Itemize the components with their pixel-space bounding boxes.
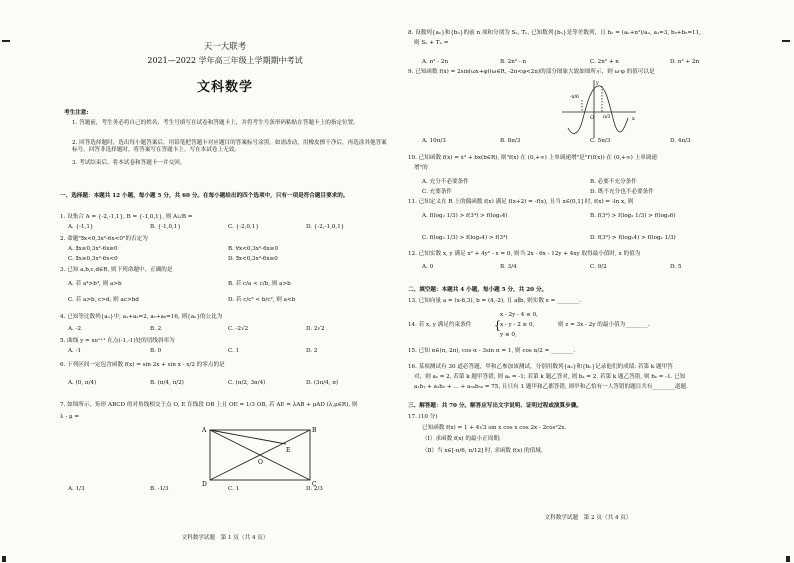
q9-option-a: A. 10π/3 (422, 138, 446, 144)
q15-text: 15. 已知 α∈(π, 2π), cos α - 3sin α = 1, 则 cos α/2 = ________. (408, 348, 576, 354)
q3-option-a: A. 若 a⁴>b⁴, 则 a>b (68, 281, 122, 287)
page-2-footer: 文科数学试题 第 2 页（共 4 页） (544, 515, 632, 521)
q16-line-1: 16. 某项测试有 30 道必答题，甲和乙参加该测试，分别用数列{aₙ}和{bₙ}记录他们的成绩. 若第 k 题甲答 (408, 364, 673, 370)
q9-option-b: B. 8π/3 (500, 138, 521, 144)
notice-item-1: 1. 答题前，考生务必将自己的姓名、考生号填写在试卷和答题卡上，并将考生号条形码粘贴在答题卡上的指定位置。 (72, 120, 359, 126)
q10-option-b: B. 必要不充分条件 (590, 179, 637, 185)
q4-option-d: D. 2√2 (306, 326, 325, 332)
figure-label-b: B (312, 427, 317, 434)
figure-label-o: O (258, 459, 263, 466)
graph-tick-right: π/3 (603, 115, 611, 120)
q14-label: 14. 若 x, y 满足约束条件 (408, 322, 472, 328)
graph-label-origin: O (590, 115, 595, 121)
q6-option-c: C. (π/2, 3π/4) (228, 380, 266, 386)
notice-title: 考生注意: (64, 110, 89, 116)
q8-option-b: B. 2n² - n (500, 59, 527, 65)
q10-option-a: A. 充分不必要条件 (422, 179, 469, 185)
q2-option-c: C. ∃x≥0,3x²-6x<0 (68, 256, 118, 262)
q10-stem: 10. 已知函数 f(x) = x³ + bx(b∈R), 则"f(x) 在 (0,+∞) 上单调递增"是"f′(f(x)) 在 (0,+∞) 上单调递 (408, 155, 657, 161)
q5-option-c: C. 1 (228, 348, 240, 354)
q1-option-a: A. {-1,1} (68, 224, 94, 230)
q7-option-a: A. 1/3 (68, 486, 85, 492)
q2-option-a: A. ∃x≥0,3x²-6x≥0 (68, 246, 118, 252)
q7-stem: 7. 如图所示，矩形 ABCD 的对角线相交于点 O, E 在线段 OB 上且 OE = 1/3 OB, 若 AE = λAB + μAD (λ,μ∈R), 则 (60, 402, 358, 408)
q7-stem-2: λ - μ = (60, 414, 80, 420)
q6-option-d: D. (3π/4, π) (306, 380, 339, 386)
q1-option-b: B. {-1,0,1} (150, 224, 181, 230)
q12-option-c: C. 9/2 (590, 264, 607, 270)
page-1-footer: 文科数学试题 第 1 页（共 4 页） (181, 535, 269, 541)
q4-option-b: B. 2 (150, 326, 162, 332)
q10-stem-2: 增"的 (414, 165, 428, 171)
q8-option-a: A. n² - 2n (422, 59, 449, 65)
q14-constraint-2: x - y - 2 ≥ 0, (500, 322, 535, 328)
registration-mark-top-right (782, 40, 790, 42)
q6-option-a: A. (0, π/4) (68, 380, 97, 386)
q17-part-1: （Ⅰ）求函数 f(x) 的最小正周期; (422, 436, 501, 442)
registration-mark-bottom-right (786, 556, 790, 562)
q9-option-d: D. 4π/3 (670, 138, 691, 144)
q14-constraint-3: y ≤ 0, (500, 332, 517, 338)
rectangle-figure (200, 424, 320, 488)
q12-option-d: D. 5 (670, 264, 682, 270)
q6-stem: 6. 下列区间一定包含函数 f(x) = sin 2x + sin x - x/2 的零点的是 (60, 362, 225, 368)
notice-item-3: 3. 考试结束后，将本试卷和答题卡一并交回。 (72, 160, 186, 166)
q1-option-d: D. {-2,-1,0,1} (306, 224, 345, 230)
q8-stem-2: 则 Sₙ + Tₙ = (414, 40, 449, 46)
q4-option-a: A. -2 (68, 326, 82, 332)
q5-option-d: D. 2 (306, 348, 318, 354)
q12-stem: 12. 已知实数 x, y 满足 x² + 4y² - x = 0, 则当 2x - 6x - 12y + 4xy 取得最小值时, x 的值为 (408, 251, 641, 257)
q11-option-c: C. f(log₂ 1/3) > f(log₂4) > f(3⁴) (422, 235, 508, 241)
q5-option-b: B. 0 (150, 348, 162, 354)
q10-option-d: D. 既不充分也不必要条件 (590, 189, 654, 195)
q3-option-b: B. 若 c/a < c/b, 则 a>b (228, 281, 291, 287)
section-3-heading: 三、解答题：共 70 分。解答应写出文字说明、证明过程或演算步骤。 (408, 403, 582, 409)
q14-tail: 则 z = 3x - 2y 的最小值为________. (558, 322, 650, 328)
figure-label-a: A (202, 427, 207, 434)
q12-option-a: A. 0 (422, 264, 434, 270)
q7-option-d: D. 2/3 (306, 486, 323, 492)
q11-option-d: D. f(3⁴) > f(log₂4) > f(log₂ 1/3) (590, 235, 676, 241)
graph-label-x: x (632, 116, 635, 122)
q8-option-c: C. 2n² + n (590, 59, 619, 65)
q11-stem: 11. 已知定义在 R 上的偶函数 f(x) 满足 f(x+2) = -f(x), 且当 x∈(0,1] 时, f(x) = -ln x, 则 (408, 199, 634, 205)
q4-option-c: C. -2√2 (228, 326, 249, 332)
section-2-heading: 二、填空题：本题共 4 小题，每小题 5 分，共 20 分。 (408, 287, 548, 293)
q3-option-c: C. 若 a>b, c>d, 则 ac>bd (68, 297, 139, 303)
q5-stem: 5. 曲线 y = xeˣ⁺¹ 在点(-1,-1)处的切线斜率为 (60, 338, 175, 344)
q17-line-1: 17. (10 分) (408, 414, 438, 420)
q4-stem: 4. 已知等比数列{aₙ}中, a₁+a₂=2, a₅+a₆=16, 则{aₙ}的公比为 (60, 314, 223, 320)
q8-stem: 8. 设数列{aₙ}和{bₙ}的前 n 项和分别为 Sₙ, Tₙ, 已知数列{bₙ}是等差数列，且 bₙ = (aₙ+n²)/aₙ, a₁=3, b₃+b₆=11, (408, 30, 701, 36)
q1-option-c: C. {-2,0,1} (228, 224, 259, 230)
exam-alliance-title: 天一大联考 (203, 42, 247, 52)
figure-label-c: C (312, 481, 317, 488)
section-1-heading: 一、选择题：本题共 12 小题，每小题 5 分，共 60 分。在每小题给出的四个选项中，只有一项是符合题目要求的。 (60, 193, 349, 199)
q7-option-c: C. 1 (228, 486, 240, 492)
q16-line-2: 对，则 aₖ = 2, 若第 k 题甲答错, 则 aₖ = -1; 若第 k 题乙答对, 则 bₖ = 2, 若第 k 题乙答错, 则 bₖ = -1. 已知 (414, 374, 686, 380)
registration-mark-bottom-left (2, 556, 6, 562)
q12-option-b: B. 3/4 (500, 264, 517, 270)
q3-option-d: D. 若 c/c² < b/c², 则 a<b (228, 297, 296, 303)
q3-stem: 3. 已知 a,b,c,d∈R, 则下列命题中，正确的是 (60, 267, 173, 273)
q9-stem: 9. 已知函数 f(x) = 2sin(ωx+φ)(ω∈R, -2π<φ<2π)的部分图象大致如图所示，则 ω·φ 的值可以是 (408, 69, 655, 75)
q1-stem: 1. 设集合 A = {-2,-1,1}, B = {-1,0,1}, 则 A∪B = (60, 214, 193, 220)
subject-title: 文科数学 (196, 80, 253, 95)
q2-option-b: B. ∀x<0,3x²-6x≥0 (228, 246, 279, 252)
notice-item-2: 2. 回答选择题时，选出每小题答案后，用铅笔把答题卡对应题目的答案标号涂黑。如需改动，用橡皮擦干净后，再选涂其他答案标号。回答非选择题时，将答案写在答题卡上。写在本试卷上无效。 (72, 140, 387, 153)
q2-option-d: D. ∃x<0,3x²-6x≥0 (228, 256, 278, 262)
exam-year-title: 2021—2022 学年高三年级上学期期中考试 (147, 56, 303, 65)
q7-option-b: B. -1/3 (150, 486, 169, 492)
registration-mark-top-left (2, 40, 10, 42)
graph-label-y: y (596, 80, 599, 86)
q9-option-c: C. 5π/3 (590, 138, 611, 144)
q2-stem: 2. 命题"∃x<0,3x²-6x<0"的否定为 (60, 236, 148, 242)
q14-constraint-1: x - 2y - 4 ≤ 0, (500, 312, 538, 318)
q11-option-b: B. f(3⁴) > f(log₂ 1/3) > f(log₂6) (590, 213, 676, 219)
figure-label-d: D (202, 481, 207, 488)
q17-part-2: （Ⅱ）当 x∈[-π/6, π/12] 时, 求函数 f(x) 的值域. (422, 448, 543, 454)
q10-option-c: C. 充要条件 (422, 189, 453, 195)
page-1 (60, 0, 390, 563)
q11-option-a: A. f(log₂ 1/3) > f(3⁴) > f(log₂4) (422, 213, 508, 219)
q6-option-b: B. (π/4, π/2) (150, 380, 184, 386)
q5-option-a: A. -1 (68, 348, 82, 354)
q13-text: 13. 已知向量 a = (x-6,3), b = (4,-2), 且 a∥b, 则实数 x = ________. (408, 298, 582, 304)
sine-graph-figure (558, 78, 638, 140)
graph-tick-left: -π/6 (570, 95, 579, 100)
page-2: 8. 设数列{aₙ}和{bₙ}的前 n 项和分别为 Sₙ, Tₙ, 已知数列{bₙ}是等差数列，且 bₙ = (aₙ+n²)/aₙ, a₁=3, b₃+b₆=11, 则 Sₙ + Tₙ = A. n² - 2n B. 2n² - n C. 2n² + n D. n² + 2n 9. 已知函数 f(x) = 2sin(ωx+φ)(ω∈R, -2π<φ<2π)的部分图象大致如图所示，则 ω·φ 的值可以是 y x O -π/6 π/3 A. 10π/3 B. 8π/3 C. 5π/3 D. 4π/3 10. 已知函数 f(x) = x³ + bx(b∈R), 则"f(x) 在 (0,+∞) 上单调递增"是"f′(f(x)) 在 (0,+∞) 上单调递 增"的 A. 充分不必要条件 B. 必要不充分条件 C. 充要条件 D. 既不充分也不必要条件 11. 已知定义在 R 上的偶函数 f(x) 满足 f(x+2) = -f(x), 且当 x∈(0,1] 时, f(x) = -ln x, 则 A. f(log₂ 1/3) > f(3⁴) > f(log₂4) B. f(3⁴) > f(log₂ 1/3) > f(log₂6) C. f(log₂ 1/3) > f(log₂4) > f(3⁴) D. f(3⁴) > f(log₂4) > f(log₂ 1/3) 12. 已知实数 x, y 满足 x² + 4y² - x = 0, 则当 2x - 6x - 12y + 4xy 取得最小值时, x 的值为 A. 0 B. 3/4 C. 9/2 D. 5 二、填空题：本题共 4 小题，每小题 5 分，共 20 分。 13. 已知向量 a = (x-6,3), b = (4,-2), 且 a∥b, 则实数 x = ________. 14. 若 x, y 满足约束条件 { x - 2y - 4 ≤ 0, x - y - 2 ≥ 0, y ≤ 0, 则 z = 3x - 2y 的最小值为________. 15. 已知 α∈(π, 2π), cos α - 3sin α = 1, 则 cos α/2 = ________. 16. 某项测试有 30 道必答题，甲和乙参加该测试，分别用数列{aₙ}和{bₙ}记录他们的成绩. 若第 k 题甲答 对，则 aₖ = 2, 若第 k 题甲答错, 则 aₖ = -1; 若第 k 题乙答对, 则 bₖ = 2, 若第 k 题乙答错, 则 bₖ = -1. 已知 a₁b₁ + a₂b₂ + … + a₃₀b₃₀ = 75, 且只有 1 题甲和乙都答错, 则甲和乙恰有一人答错的题目共有________道题. 三、解答题：共 70 分。解答应写出文字说明、证明过程或演算步骤。 17. (10 分) 已知函数 f(x) = 1 + 4√3 sin x cos x cos 2x - 2cos²2x. （Ⅰ）求函数 f(x) 的最小正周期; （Ⅱ）当 x∈[-π/6, π/12] 时, 求函数 f(x) 的值域. 文科数学试题 第 2 页（共 4 页） (408, 0, 768, 563)
q16-line-3: a₁b₁ + a₂b₂ + … + a₃₀b₃₀ = 75, 且只有 1 题甲和乙都答错, 则甲和乙恰有一人答错的题目共有________道题. (414, 384, 688, 390)
q8-option-d: D. n² + 2n (670, 59, 700, 65)
q17-line-2: 已知函数 f(x) = 1 + 4√3 sin x cos x cos 2x - 2cos²2x. (422, 425, 567, 431)
figure-label-e: E (286, 447, 291, 454)
